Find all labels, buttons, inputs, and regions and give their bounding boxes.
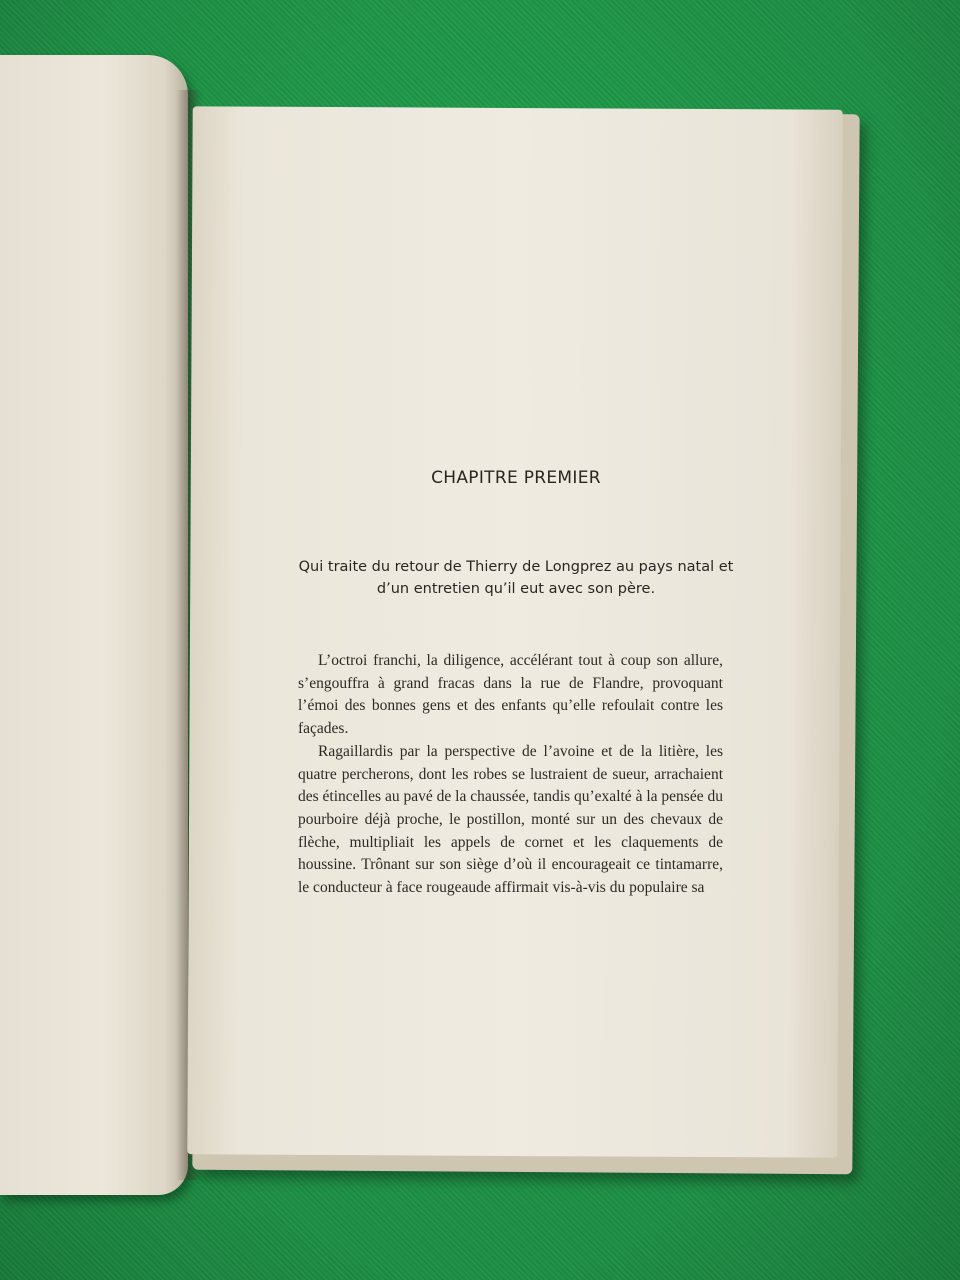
left-page [0,55,188,1195]
chapter-title: CHAPITRE PREMIER [431,468,601,488]
paragraph: L’octroi franchi, la diligence, accélérant tout à coup son allure, s’engouffra à grand fracas dans la rue de Flandre, provoquant l’émoi des bonnes gens et des enfants qu’elle refoulait contre les façades. [298,652,723,738]
paragraph: Ragaillardis par la perspective de l’avoine et de la litière, les quatre percherons, dont les robes se lustraient de sueur, arrachaient des étincelles au pavé de la chaussée, tandis qu’exalté à la pensée du pourboire déjà proche, le postillon, monté sur un des chevaux de flèche, multipliait les appels de cornet et les claquements de houssine. Trônant sur son siège d’où il encourageait ce tintamarre, le conducteur à face rougeaude affirmait vis-à-vis du populaire sa [298,742,723,897]
page-text [298,460,734,900]
body-text [298,650,723,900]
chapter-subtitle: Qui traite du retour de Thierry de Longprez au pays natal et d’un entretien qu’il eut avec son père. [298,559,734,597]
